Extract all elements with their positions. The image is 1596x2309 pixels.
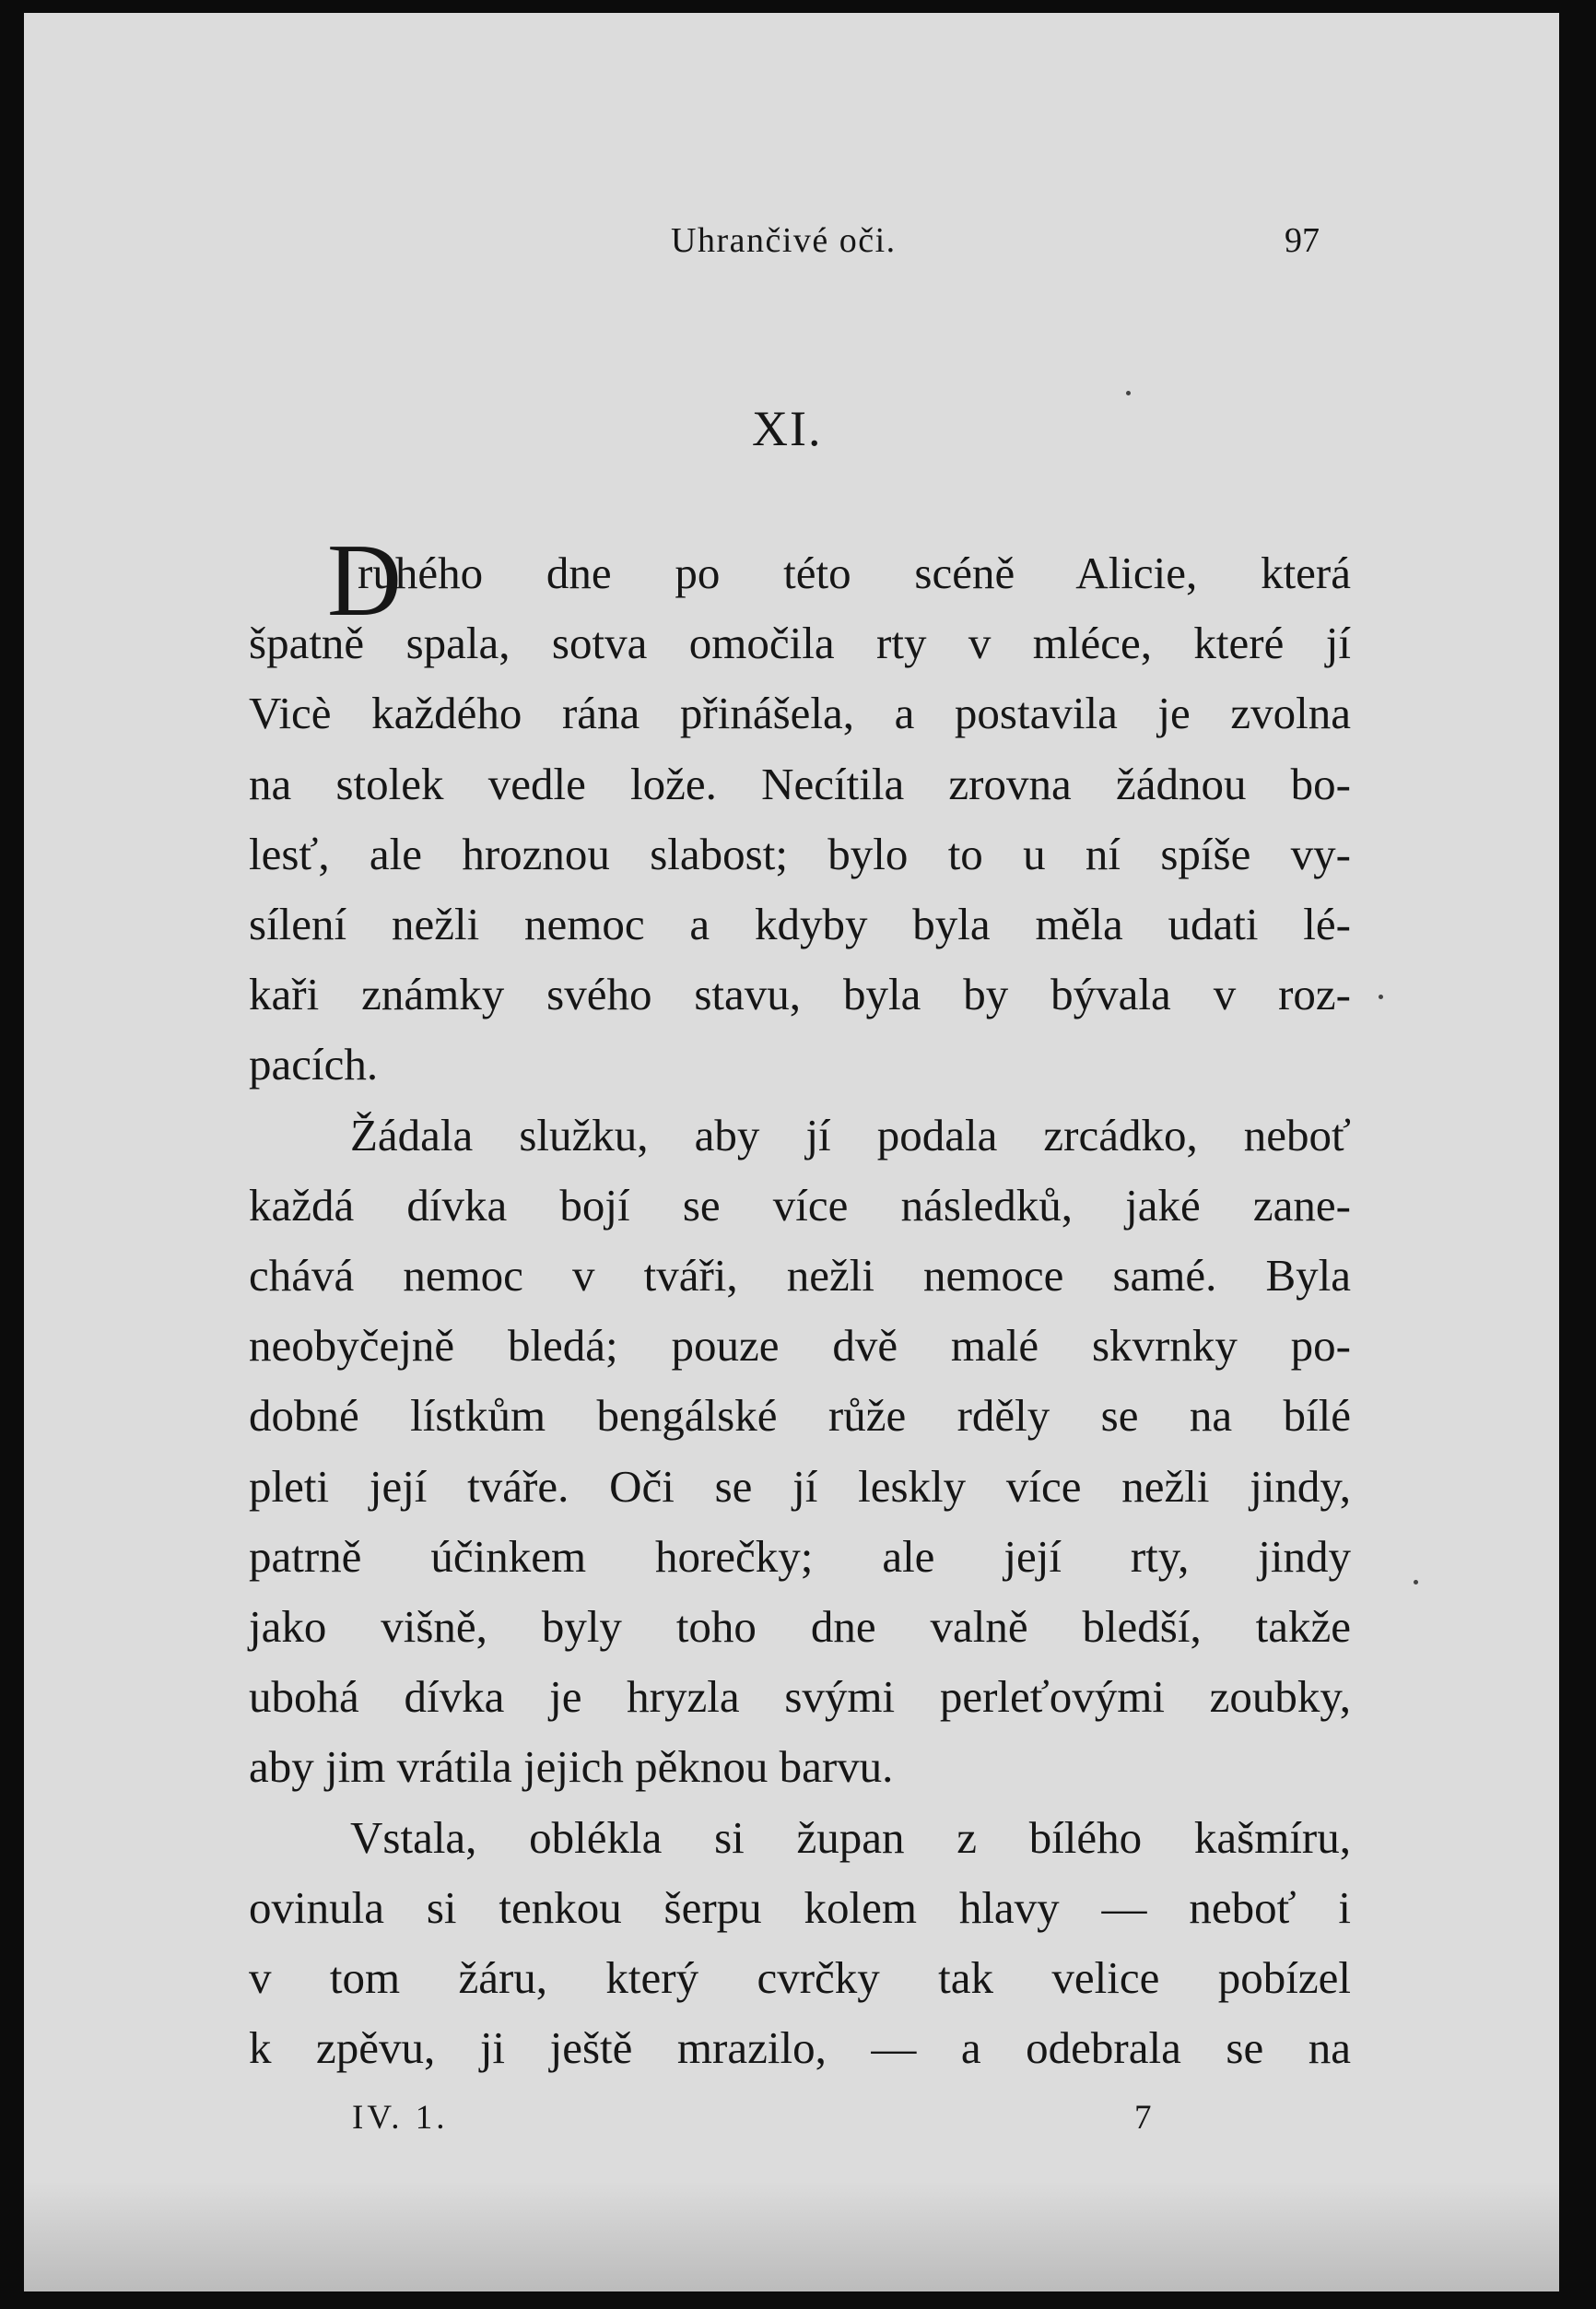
running-title: Uhrančivé oči. bbox=[671, 221, 897, 260]
text-line: ubohá dívka je hryzla svými perleťovými zoubky, bbox=[249, 1671, 1351, 1723]
text-line: na stolek vedle lože. Necítila zrovna žádnou bo- bbox=[249, 758, 1351, 809]
text-line: ovinula si tenkou šerpu kolem hlavy — neboť i bbox=[249, 1881, 1351, 1933]
text-line: Žádala služku, aby jí podala zrcádko, neboť bbox=[350, 1109, 1351, 1160]
text-line: pacích. bbox=[249, 1039, 379, 1090]
text-line: neobyčejně bledá; pouze dvě malé skvrnky po- bbox=[249, 1320, 1351, 1372]
sheet-number: 7 bbox=[1134, 2099, 1152, 2137]
text-line: Vicè každého rána přinášela, a postavila je zvolna bbox=[249, 688, 1351, 739]
text-line: každá dívka bojí se více následků, jaké zane- bbox=[249, 1179, 1351, 1231]
chapter-heading: XI. bbox=[752, 401, 823, 456]
book-page bbox=[24, 13, 1559, 2291]
text-line: k zpěvu, ji ještě mrazilo, — a odebrala se na bbox=[249, 2022, 1351, 2074]
text-line: lesť, ale hroznou slabost; bylo to u ní spíše vy- bbox=[249, 828, 1351, 879]
text-line: kaři známky svého stavu, byla by bývala v roz- bbox=[249, 969, 1351, 1020]
page-number: 97 bbox=[1285, 221, 1320, 260]
text-line: dobné lístkům bengálské růže rděly se na bílé bbox=[249, 1390, 1351, 1442]
text-line: pleti její tváře. Oči se jí leskly více nežli jindy, bbox=[249, 1460, 1351, 1512]
text-line: Vstala, oblékla si župan z bílého kašmíru, bbox=[350, 1811, 1351, 1863]
text-line: chává nemoc v tváři, nežli nemoce samé. Byla bbox=[249, 1250, 1351, 1301]
paper-speck bbox=[1126, 391, 1131, 395]
signature-mark: IV. 1. bbox=[352, 2099, 449, 2137]
text-line: aby jim vrátila jejich pěknou barvu. bbox=[249, 1741, 894, 1793]
text-line: ruhého dne po této scéně Alicie, která bbox=[358, 548, 1351, 598]
text-line: špatně spala, sotva omočila rty v mléce, které jí bbox=[249, 618, 1351, 669]
drop-cap: D bbox=[327, 524, 402, 638]
text-line: v tom žáru, který cvrčky tak velice pobízel bbox=[249, 1952, 1351, 2003]
paper-speck bbox=[1379, 995, 1383, 999]
text-line: sílení nežli nemoc a kdyby byla měla udati lé- bbox=[249, 899, 1351, 949]
paper-speck bbox=[1414, 1580, 1418, 1584]
text-line: patrně účinkem horečky; ale její rty, jindy bbox=[249, 1530, 1351, 1582]
text-line: jako višně, byly toho dne valně bledší, takže bbox=[249, 1601, 1351, 1652]
